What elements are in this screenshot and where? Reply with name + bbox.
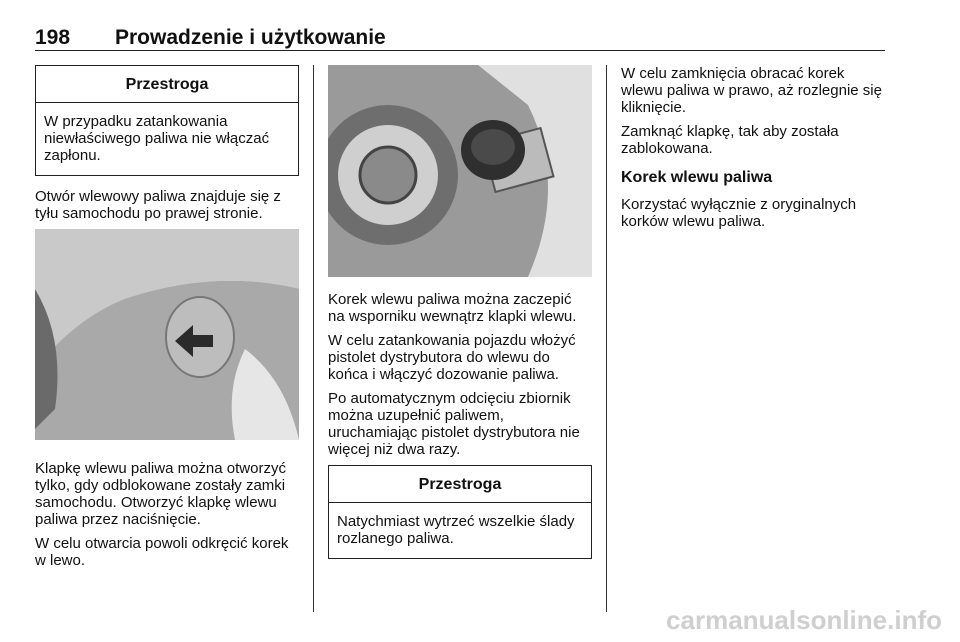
paragraph: Korek wlewu paliwa można zaczepić na wsporniku wewnątrz klapki wlewu. [328, 291, 577, 325]
paragraph: W celu otwarcia powoli odkręcić korek w lewo. [35, 535, 289, 569]
paragraph: W celu zamknięcia obracać korek wlewu paliwa w prawo, aż rozlegnie się kliknięcie. [621, 65, 882, 116]
fuel-cap-photo [328, 65, 592, 277]
paragraph: W celu zatankowania pojazdu włożyć pistolet dystrybutora do wlewu do końca i włączyć dozowanie paliwa. [328, 332, 576, 383]
caution-title: Przestroga [329, 466, 591, 503]
page-number: 198 [35, 26, 71, 49]
section-heading: Korek wlewu paliwa [621, 169, 773, 186]
fuel-flap-photo [35, 229, 299, 440]
page-header [35, 18, 885, 51]
watermark: carmanualsonline.info [666, 605, 942, 635]
paragraph: Po automatycznym odcięciu zbiornik można uzupełnić paliwem, uruchamiając pistolet dystrybutora nie więcej niż dwa razy. [328, 390, 580, 458]
paragraph: Otwór wlewowy paliwa znajduje się z tyłu samochodu po prawej stronie. [35, 188, 281, 222]
caution-box [35, 65, 299, 176]
paragraph: Klapkę wlewu paliwa można otworzyć tylko, gdy odblokowane zostały zamki samochodu. Otworzyć klapkę wlewu paliwa przez naciśnięcie. [35, 460, 286, 528]
column-right [621, 65, 885, 237]
caution-title: Przestroga [36, 66, 298, 103]
column-divider [313, 65, 314, 612]
paragraph: Zamknąć klapkę, tak aby została zablokowana. [621, 123, 839, 157]
caution-text: Natychmiast wytrzeć wszelkie ślady rozlanego paliwa. [337, 513, 575, 547]
column-left [35, 65, 299, 576]
paragraph: Korzystać wyłącznie z oryginalnych korków wlewu paliwa. [621, 196, 857, 230]
caution-box [328, 465, 592, 559]
caution-text: W przypadku zatankowania niewłaściwego paliwa nie włączać zapłonu. [44, 113, 270, 164]
column-middle [328, 65, 592, 571]
column-divider [606, 65, 607, 612]
page-title: Prowadzenie i użytkowanie [115, 26, 386, 49]
